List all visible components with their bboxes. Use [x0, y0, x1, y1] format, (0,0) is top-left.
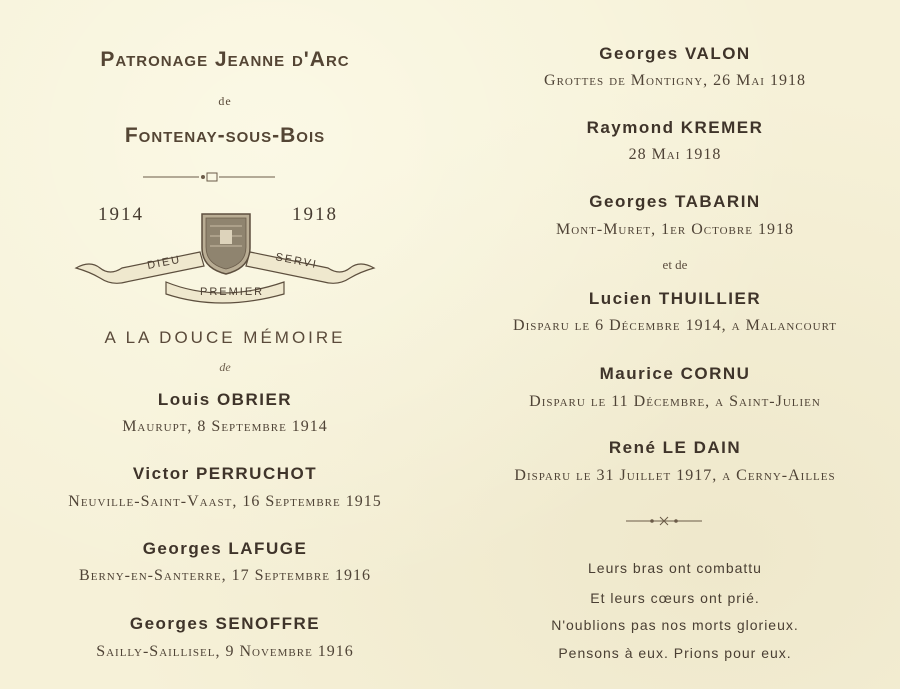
entry-name: Raymond KREMER [586, 118, 764, 137]
entry-place: Maurupt, 8 Septembre 1914 [122, 418, 328, 435]
header-de: de [218, 94, 232, 108]
ornament-divider-left [143, 170, 275, 184]
motto-banner [70, 238, 380, 304]
year-end: 1918 [292, 204, 338, 225]
poem-line: Leurs bras ont combattu [588, 560, 762, 576]
header-town: Fontenay-sous-Bois [124, 124, 326, 147]
entry-name: Georges VALON [599, 44, 751, 63]
entry-name: Georges SENOFFRE [129, 614, 321, 633]
entry-name: Lucien THUILLIER [588, 289, 762, 308]
connector-text: et de [662, 257, 688, 272]
entry-name: Georges TABARIN [589, 192, 761, 211]
entry-place: Disparu le 31 Juillet 1917, a Cerny-Ailles [514, 467, 836, 484]
entry-place: 28 Mai 1918 [628, 146, 722, 163]
year-start: 1914 [98, 204, 144, 225]
ornament-divider-right [626, 515, 702, 527]
entry-place: Disparu le 6 Décembre 1914, a Malancourt [513, 317, 837, 334]
entry-place: Mont-Muret, 1er Octobre 1918 [556, 221, 794, 238]
entry-place: Neuville-Saint-Vaast, 16 Septembre 1915 [68, 493, 382, 510]
poem-line: Et leurs cœurs ont prié. [590, 590, 760, 606]
entry-name: René LE DAIN [608, 438, 742, 457]
dedication-de: de [219, 360, 231, 374]
entry-place: Disparu le 11 Décembre, a Saint-Julien [529, 393, 821, 410]
poem-line: Pensons à eux. Prions pour eux. [558, 645, 792, 661]
entry-name: Victor PERRUCHOT [132, 464, 318, 483]
dedication-title: A LA DOUCE MÉMOIRE [104, 328, 346, 347]
motto-dieu: DIEU [146, 253, 183, 272]
entry-name: Louis OBRIER [157, 390, 293, 409]
entry-name: Georges LAFUGE [142, 539, 308, 558]
entry-place: Sailly-Saillisel, 9 Novembre 1916 [96, 643, 354, 660]
entry-place: Berny-en-Santerre, 17 Septembre 1916 [79, 567, 371, 584]
entry-place: Grottes de Montigny, 26 Mai 1918 [544, 72, 806, 89]
motto-premier: PREMIER [200, 286, 265, 298]
poem-line: N'oublions pas nos morts glorieux. [551, 617, 799, 633]
motto-servi: SERVI [274, 251, 319, 272]
header-title: Patronage Jeanne d'Arc [100, 48, 350, 71]
entry-name: Maurice CORNU [599, 364, 751, 383]
